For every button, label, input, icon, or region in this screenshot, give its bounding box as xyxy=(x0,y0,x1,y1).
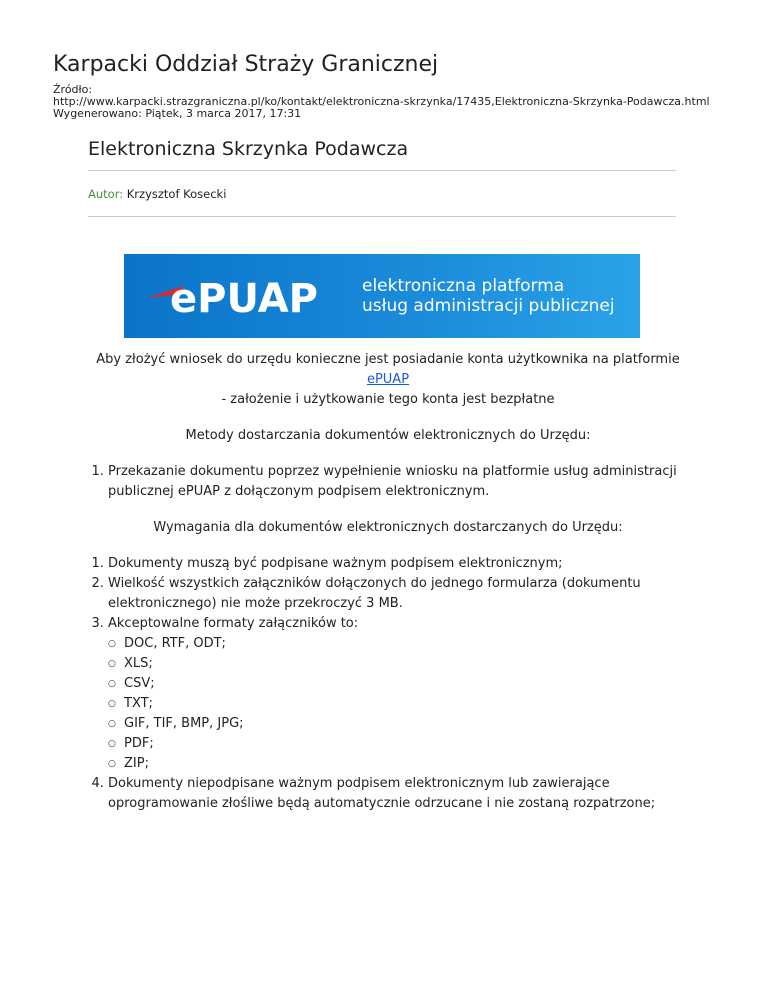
author-label: Autor: xyxy=(88,187,124,201)
format-item: ○ TXT; xyxy=(108,694,688,714)
format-item: ○ DOC, RTF, ODT; xyxy=(108,634,688,654)
intro-line-1: Aby złożyć wniosek do urzędu konieczne jest posiadanie konta użytkownika na platformie xyxy=(96,352,680,367)
generated-timestamp: Wygenerowano: Piątek, 3 marca 2017, 17:31 xyxy=(53,107,302,120)
epuap-banner-graphic xyxy=(124,254,640,338)
epuap-banner xyxy=(124,254,640,338)
list-item xyxy=(108,614,688,774)
methods-list xyxy=(88,462,688,502)
document-meta xyxy=(53,84,713,120)
format-item: ○ XLS; xyxy=(108,654,688,674)
author-row xyxy=(88,171,676,216)
format-item: ○ CSV; xyxy=(108,674,688,694)
list-item: 1. Dokumenty muszą być podpisane ważnym podpisem elektronicznym; xyxy=(108,554,688,574)
format-item: ○ GIF, TIF, BMP, JPG; xyxy=(108,714,688,734)
methods-heading: Metody dostarczania dokumentów elektronicznych do Urzędu: xyxy=(185,428,591,443)
list-item: 2. Wielkość wszystkich załączników dołączonych do jednego formularza (dokumentu elektronicznego) nie może przekroczyć 3 MB. xyxy=(108,574,688,614)
intro-paragraph xyxy=(88,350,688,410)
article-title: Elektroniczna Skrzynka Podawcza xyxy=(88,138,409,160)
banner-tagline-2: usług administracji publicznej xyxy=(362,296,615,316)
site-title: Karpacki Oddział Straży Granicznej xyxy=(53,52,439,77)
epuap-link[interactable]: ePUAP xyxy=(366,372,410,387)
epuap-logo-text: ePUAP xyxy=(170,276,318,322)
formats-list xyxy=(108,634,688,774)
list-item: 4. Dokumenty niepodpisane ważnym podpisem elektronicznym lub zawierające oprogramowanie złośliwe będą automatycznie odrzucane i nie zostaną rozpatrzone; xyxy=(108,774,688,814)
source-url: http://www.karpacki.strazgraniczna.pl/ko/kontakt/elektroniczna-skrzynka/17435,Elektroniczna-Skrzynka-Podawcza.html xyxy=(53,95,710,108)
source-label: Źródło: xyxy=(53,83,93,96)
requirements-list xyxy=(88,554,688,814)
list-item-text: Akceptowalne formaty załączników to: xyxy=(108,616,359,631)
requirements-heading: Wymagania dla dokumentów elektronicznych dostarczanych do Urzędu: xyxy=(153,520,623,535)
list-item: 1. Przekazanie dokumentu poprzez wypełnienie wniosku na platformie usług administracji publicznej ePUAP z dołączonym podpisem elektronicznym. xyxy=(108,462,688,502)
format-item: ○ ZIP; xyxy=(108,754,688,774)
article-header xyxy=(88,134,676,217)
banner-tagline-1: elektroniczna platforma xyxy=(362,276,565,296)
format-item: ○ PDF; xyxy=(108,734,688,754)
divider xyxy=(88,216,676,217)
intro-line-2: - założenie i użytkowanie tego konta jest bezpłatne xyxy=(221,392,555,407)
author-name: Krzysztof Kosecki xyxy=(126,187,227,201)
article-body xyxy=(88,350,688,814)
